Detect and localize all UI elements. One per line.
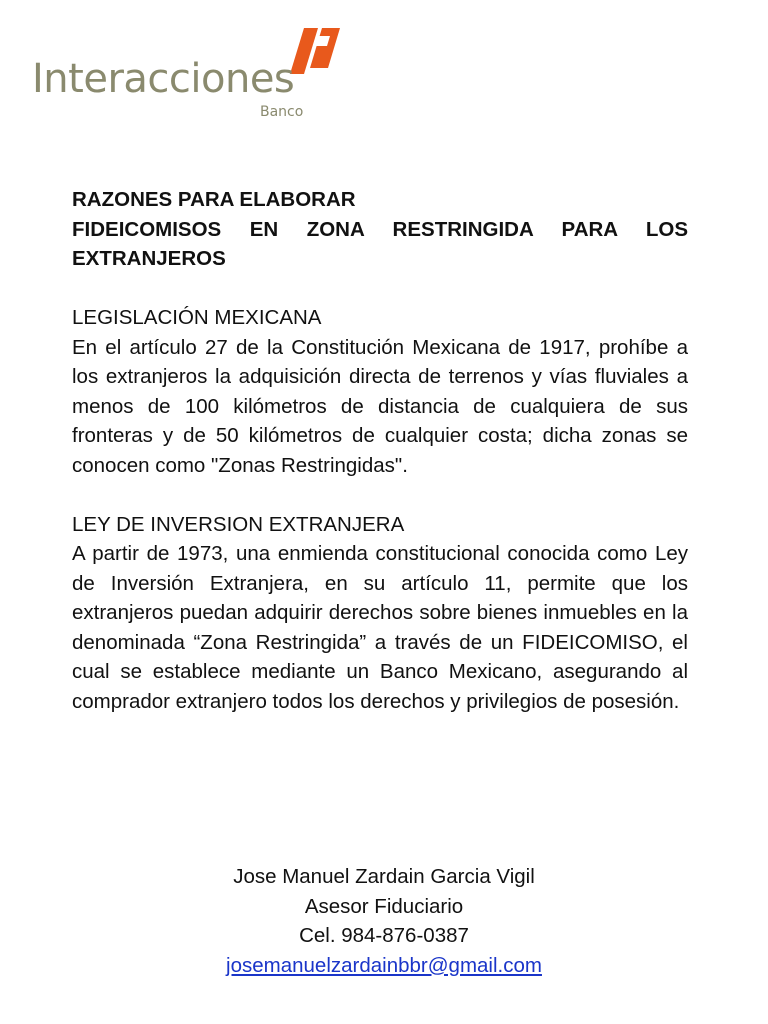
section-2-heading: LEY DE INVERSION EXTRANJERA xyxy=(72,512,405,536)
bank-logo xyxy=(30,26,350,126)
logo-mark-icon xyxy=(288,28,342,74)
section-1-body: En el artículo 27 de la Constitución Mexicana de 1917, prohíbe a los extranjeros la adquisición directa de terrenos y vías fluviales a menos de 100 kilómetros de distancia de cualquiera de sus fronteras y de 50 kilómetros de cualquier costa; dicha zonas se conocen como "Zonas Restringidas". xyxy=(72,335,688,477)
logo-sub-text: Banco xyxy=(260,104,304,120)
signature-email-link[interactable]: josemanuelzardainbbr@gmail.com xyxy=(226,953,542,977)
spacer xyxy=(72,274,688,304)
section-2-body: A partir de 1973, una enmienda constitucional conocida como Ley de Inversión Extranjera, en su artículo 11, permite que los extranjeros puedan adquirir derechos sobre bienes inmuebles en la denominada “Zona Restringida” a través de un FIDEICOMISO, el cual se establece mediante un Banco Mexicano, asegurando al comprador extranjero todos los derechos y privilegios de posesión. xyxy=(72,542,688,713)
signature-role: Asesor Fiduciario xyxy=(304,894,464,918)
spacer xyxy=(72,480,688,510)
title-line-1: RAZONES PARA ELABORAR xyxy=(72,188,356,211)
title-line-2: FIDEICOMISOS EN ZONA RESTRINGIDA PARA LOS EXTRANJEROS xyxy=(72,217,688,270)
logo-brand-text: Interacciones xyxy=(32,56,295,102)
signature-name: Jose Manuel Zardain Garcia Vigil xyxy=(233,865,535,888)
section-1-heading: LEGISLACIÓN MEXICANA xyxy=(72,306,322,329)
signature-block xyxy=(0,862,768,980)
signature-phone: Cel. 984-876-0387 xyxy=(299,924,469,947)
document-body xyxy=(72,185,688,716)
